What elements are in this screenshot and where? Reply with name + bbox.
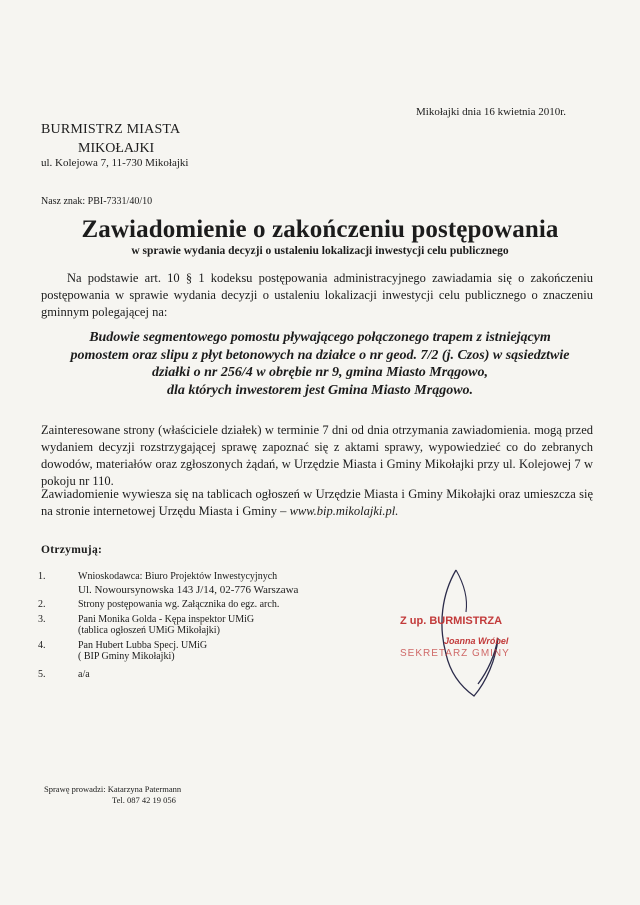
signature-icon [442,570,498,696]
project-line: pomostem oraz slipu z płyt betonowych na działce o nr geod. 7/2 (j. Czos) w sąsiedztwie [70,347,570,363]
list-item-continuation: ( BIP Gminy Mikołajki) [78,651,175,662]
issuer-address: ul. Kolejowa 7, 11-730 Mikołajki [41,157,189,169]
project-line: działki o nr 256/4 w obrębie nr 9, gmina Miasto Mrągowo, [151,365,489,380]
issuer-name: BURMISTRZ MIASTA [41,122,181,137]
document-date: Mikołajki dnia 16 kwietnia 2010r. [416,106,567,118]
bip-link[interactable]: www.bip.mikolajki.pl. [289,504,399,518]
list-item-continuation: (tablica ogłoszeń UMiG Mikołajki) [78,625,220,636]
stamp-position: SEKRETARZ GMINY [400,648,510,659]
recipients-list [38,571,378,680]
case-phone: Tel. 087 42 19 056 [112,795,176,805]
project-line: dla których inwestorem jest Gmina Miasto Mrągowo. [166,382,474,398]
list-item: 1. Wnioskodawca: Biuro Projektów Inwestycyjnych [38,571,278,582]
stamp-signer: Joanna Wróbel [444,636,509,646]
issuer-city: MIKOŁAJKI [78,141,155,156]
reference-number: Nasz znak: PBI-7331/40/10 [41,196,153,207]
recipients-heading: Otrzymują: [41,544,103,556]
stamp-line: Z up. BURMISTRZA [400,615,503,627]
publication-text: Zawiadomienie wywiesza się na tablicach ogłoszeń w Urzędzie Miasta i Gminy Mikołajki oraz umieszcza się na stronie internetowej Urzędu Miasta i Gminy – [41,487,593,518]
list-item: 3. Pani Monika Golda - Kępa inspektor UMiG [38,613,255,625]
publication-paragraph [41,486,593,520]
document-subtitle: w sprawie wydania decyzji o ustaleniu lokalizacji inwestycji celu publicznego [131,245,509,257]
intro-paragraph: Na podstawie art. 10 § 1 kodeksu postępowania administracyjnego zawiadamia się o zakończeniu postępowania w sprawie wydania decyzji o ustaleniu lokalizacji inwestycji celu publicznego o znaczeniu gminnym polegającej na: [41,271,593,319]
parties-paragraph: Zainteresowane strony (właściciele działek) w terminie 7 dni od dnia otrzymania zawiadomienia. mogą przed wydaniem decyzji rozstrzygającej sprawę zapoznać się z aktami sprawy, wypowiedzieć co do zebranych dowodów, materiałów oraz zgłoszonych żądań, w Urzędzie Miasta i Gminy Mikołajki przy ul. Kolejowej 7 w pokoju nr 110. [41,423,593,488]
list-item: 2. Strony postępowania wg. Załącznika do egz. arch. [38,599,280,610]
official-stamp [394,564,614,704]
list-item: 5. a/a [38,668,90,680]
case-handler: Sprawę prowadzi: Katarzyna Patermann [44,784,182,794]
project-line: Budowie segmentowego pomostu pływającego połączonego trapem z istniejącym [89,330,551,345]
project-description [50,329,590,399]
list-item-continuation: Ul. Nowoursynowska 143 J/14, 02-776 Warszawa [78,583,299,596]
document-title: Zawiadomienie o zakończeniu postępowania [81,216,559,243]
list-item: 4. Pan Hubert Lubba Specj. UMiG [38,639,208,651]
